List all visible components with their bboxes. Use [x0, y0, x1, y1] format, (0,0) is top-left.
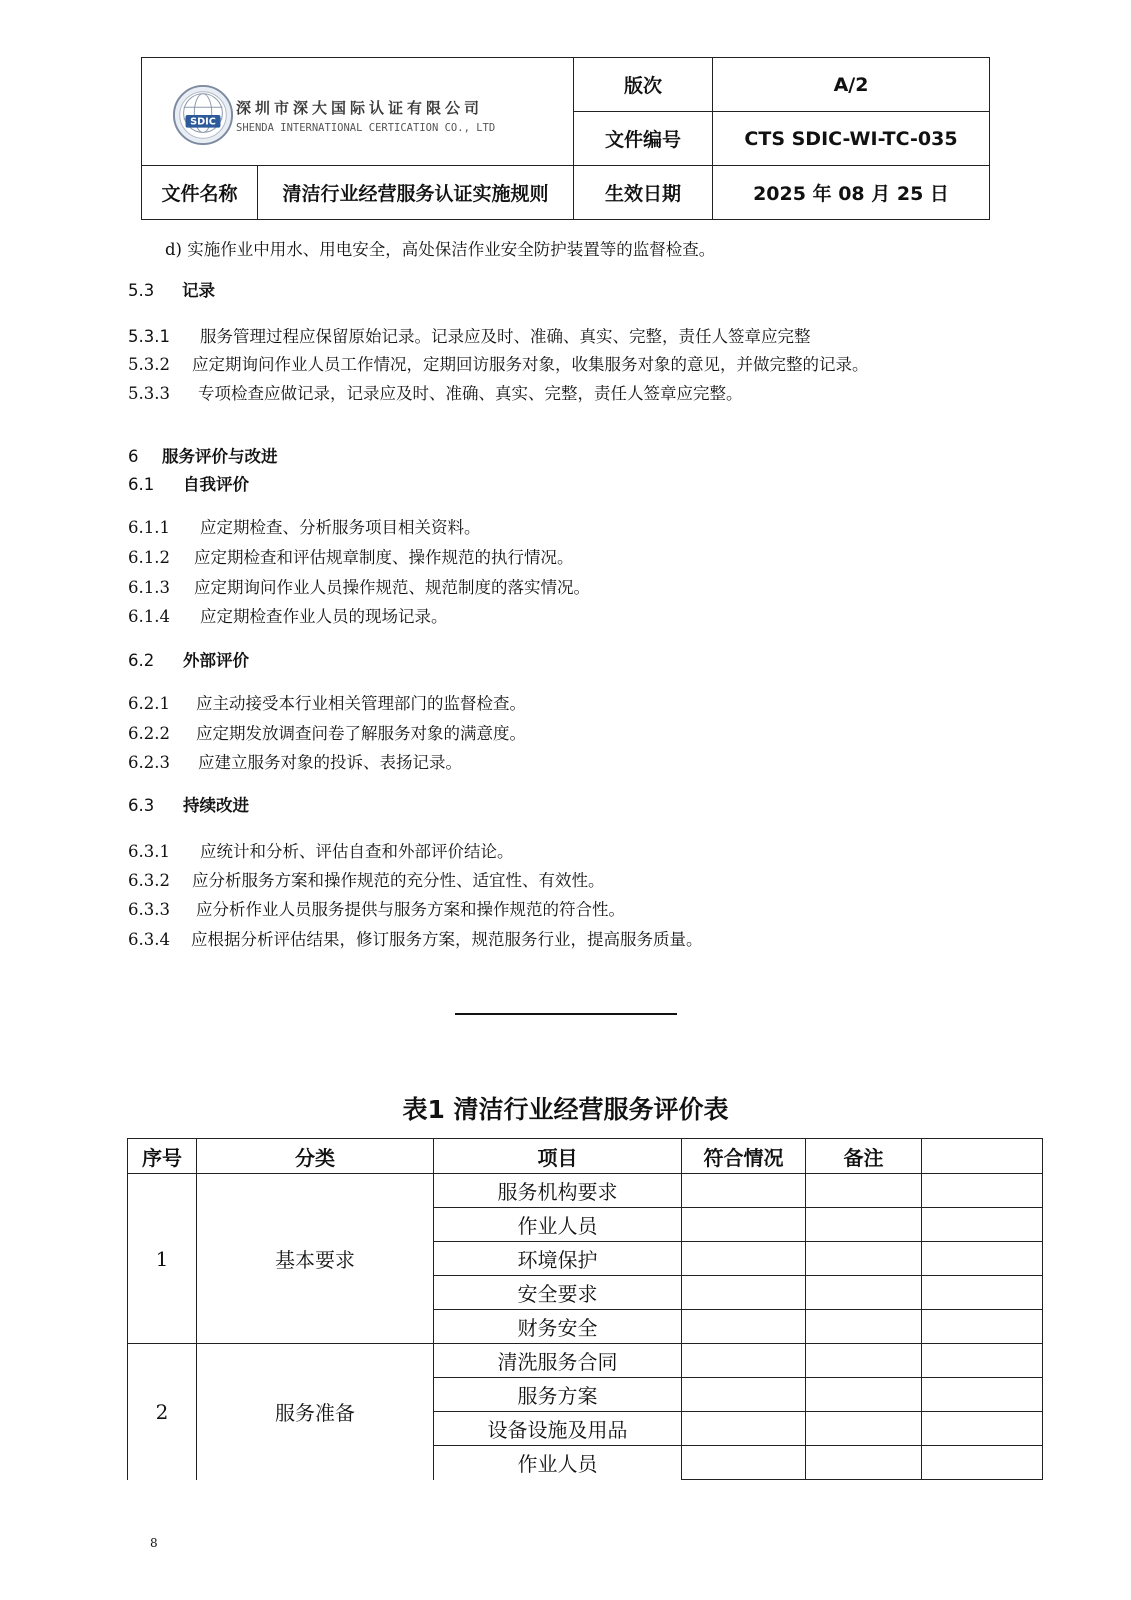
remarks-cell	[806, 1344, 922, 1378]
blank-cell	[922, 1446, 1043, 1480]
section-heading-6-2: 6.2 外部评价	[128, 651, 249, 670]
section-heading-6-1: 6.1 自我评价	[128, 475, 249, 494]
clause-6-1-3: 6.1.3 应定期询问作业人员操作规范、规范制度的落实情况。	[128, 578, 590, 597]
group-category: 服务准备	[197, 1344, 434, 1480]
effective-date-label: 生效日期	[574, 166, 713, 220]
remarks-cell	[806, 1174, 922, 1208]
document-header	[141, 57, 990, 220]
remarks-cell	[806, 1446, 922, 1480]
clause-6-3-2: 6.3.2 应分析服务方案和操作规范的充分性、适宜性、有效性。	[128, 871, 605, 890]
group-number: 1	[128, 1174, 197, 1344]
globe-logo-icon	[172, 84, 234, 146]
section-heading-6: 6 服务评价与改进	[128, 447, 278, 466]
blank-cell	[922, 1208, 1043, 1242]
item-cell: 安全要求	[434, 1276, 682, 1310]
compliance-cell	[682, 1276, 806, 1310]
col-header-no: 序号	[128, 1139, 197, 1174]
item-cell: 作业人员	[434, 1208, 682, 1242]
item-cell: 服务机构要求	[434, 1174, 682, 1208]
compliance-cell	[682, 1310, 806, 1344]
doc-name-value: 清洁行业经营服务认证实施规则	[258, 166, 574, 220]
blank-cell	[922, 1310, 1043, 1344]
section-heading-5-3: 5.3 记录	[128, 281, 215, 300]
company-name-en: SHENDA INTERNATIONAL CERTICATION CO., LTD	[236, 121, 496, 134]
clause-6-2-1: 6.2.1 应主动接受本行业相关管理部门的监督检查。	[128, 694, 526, 713]
item-cell: 作业人员	[434, 1446, 682, 1480]
item-cell: 清洗服务合同	[434, 1344, 682, 1378]
clause-6-2-3: 6.2.3 应建立服务对象的投诉、表扬记录。	[128, 753, 462, 772]
table-row	[128, 1174, 1043, 1208]
col-header-item: 项目	[434, 1139, 682, 1174]
remarks-cell	[806, 1412, 922, 1446]
clause-6-3-3: 6.3.3 应分析作业人员服务提供与服务方案和操作规范的符合性。	[128, 900, 625, 919]
version-label: 版次	[574, 58, 713, 112]
compliance-cell	[682, 1378, 806, 1412]
item-cell: 设备设施及用品	[434, 1412, 682, 1446]
blank-cell	[922, 1276, 1043, 1310]
item-cell: 财务安全	[434, 1310, 682, 1344]
evaluation-table	[127, 1138, 1043, 1480]
clause-5-3-2: 5.3.2 应定期询问作业人员工作情况，定期回访服务对象，收集服务对象的意见，并做完整的记录。	[128, 355, 869, 374]
blank-cell	[922, 1412, 1043, 1446]
blank-cell	[922, 1378, 1043, 1412]
remarks-cell	[806, 1378, 922, 1412]
clause-6-3-4: 6.3.4 应根据分析评估结果，修订服务方案，规范服务行业，提高服务质量。	[128, 930, 703, 949]
table-title: 表1 清洁行业经营服务评价表	[402, 1095, 729, 1124]
compliance-cell	[682, 1344, 806, 1378]
clause-6-1-4: 6.1.4 应定期检查作业人员的现场记录。	[128, 607, 448, 626]
clause-6-3-1: 6.3.1 应统计和分析、评估自查和外部评价结论。	[128, 842, 514, 861]
remarks-cell	[806, 1276, 922, 1310]
table-row	[128, 1344, 1043, 1378]
clause-6-1-2: 6.1.2 应定期检查和评估规章制度、操作规范的执行情况。	[128, 548, 574, 567]
remarks-cell	[806, 1208, 922, 1242]
effective-date-value: 2025 年 08 月 25 日	[713, 166, 990, 220]
company-name-cn: 深圳市深大国际认证有限公司	[236, 98, 484, 117]
table-header-row	[128, 1139, 1043, 1174]
clause-6-1-1: 6.1.1 应定期检查、分析服务项目相关资料。	[128, 518, 481, 537]
clause-5-3-3: 5.3.3 专项检查应做记录，记录应及时、准确、真实、完整，责任人签章应完整。	[128, 384, 743, 403]
col-header-remarks: 备注	[806, 1139, 922, 1174]
doc-number-label: 文件编号	[574, 112, 713, 166]
remarks-cell	[806, 1310, 922, 1344]
compliance-cell	[682, 1174, 806, 1208]
page-number: 8	[150, 1536, 158, 1550]
version-value: A/2	[713, 58, 990, 112]
blank-cell	[922, 1242, 1043, 1276]
remarks-cell	[806, 1242, 922, 1276]
col-header-compliance: 符合情况	[682, 1139, 806, 1174]
group-category: 基本要求	[197, 1174, 434, 1344]
doc-number-value: CTS SDIC-WI-TC-035	[713, 112, 990, 166]
logo-abbrev: SDIC	[190, 116, 216, 128]
compliance-cell	[682, 1242, 806, 1276]
list-item-d: d) 实施作业中用水、用电安全，高处保洁作业安全防护装置等的监督检查。	[165, 240, 716, 259]
clause-5-3-1: 5.3.1 服务管理过程应保留原始记录。记录应及时、准确、真实、完整，责任人签章应完整	[128, 327, 811, 346]
compliance-cell	[682, 1412, 806, 1446]
section-heading-6-3: 6.3 持续改进	[128, 796, 249, 815]
blank-cell	[922, 1344, 1043, 1378]
group-number: 2	[128, 1344, 197, 1480]
item-cell: 环境保护	[434, 1242, 682, 1276]
company-logo-cell	[142, 58, 574, 166]
end-of-section-rule	[455, 1013, 677, 1015]
col-header-blank	[922, 1139, 1043, 1174]
compliance-cell	[682, 1208, 806, 1242]
col-header-category: 分类	[197, 1139, 434, 1174]
blank-cell	[922, 1174, 1043, 1208]
clause-6-2-2: 6.2.2 应定期发放调查问卷了解服务对象的满意度。	[128, 724, 526, 743]
compliance-cell	[682, 1446, 806, 1480]
doc-name-label: 文件名称	[142, 166, 258, 220]
item-cell: 服务方案	[434, 1378, 682, 1412]
